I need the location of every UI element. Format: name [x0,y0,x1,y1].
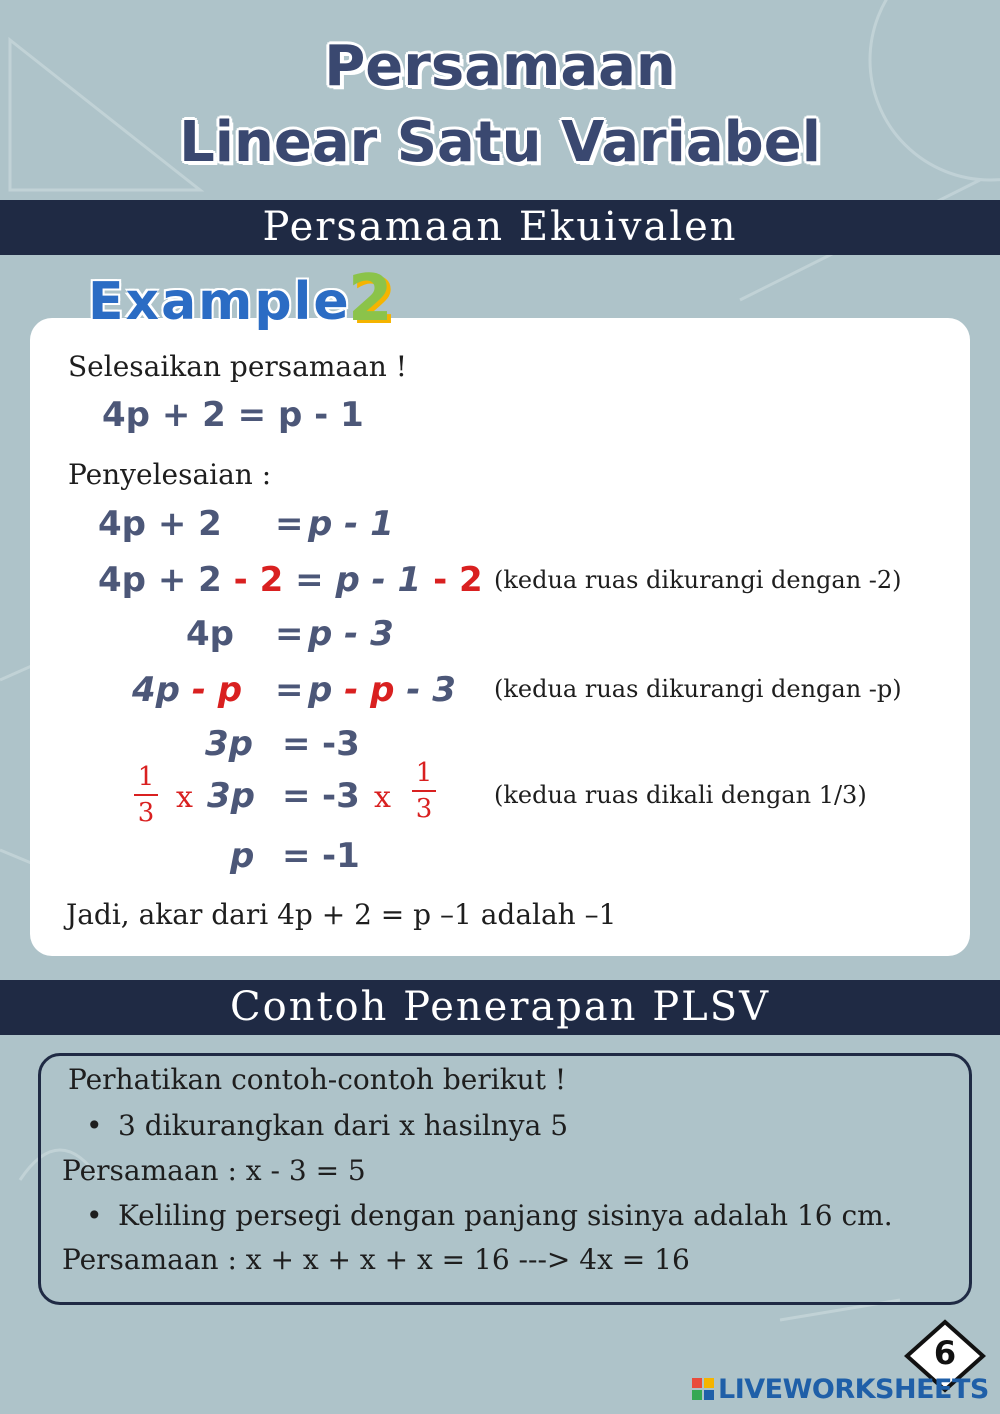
step4-left-subtract: - p [191,670,243,710]
step4-right-subtract: - p [344,670,395,710]
step5-left: 3p [205,724,253,764]
step1-left: 4p + 2 [98,504,222,544]
step6-fraction-left [134,762,158,828]
step2-left: 4p + 2 [98,560,234,600]
step3-right: p - 3 [308,614,394,654]
step3-equals: = [275,614,304,654]
step2-right-subtract: - 2 [433,560,483,600]
conclusion: Jadi, akar dari 4p + 2 = p –1 adalah –1 [66,898,617,931]
step2-left-subtract: - 2 [233,560,284,600]
step4-left-expression [132,670,242,710]
section-heading-penerapan: Contoh Penerapan PLSV [0,980,1000,1035]
bullet-2: • [86,1199,103,1232]
example-number: 2 [348,262,393,336]
step4-note: (kedua ruas dikurangi dengan -p) [494,675,902,703]
example-item-1: 3 dikurangkan dari x hasilnya 5 [118,1109,569,1142]
step6-note: (kedua ruas dikali dengan 1/3) [494,781,867,809]
page-title-line1: Persamaan [324,34,676,99]
example-equation-1: Persamaan : x - 3 = 5 [62,1154,366,1187]
step6-right: -3 [322,776,360,816]
example-equation-2: Persamaan : x + x + x + x = 16 ---> 4x = 16 [62,1243,690,1276]
fraction-numerator: 1 [415,758,433,788]
step7-left: p [230,836,255,876]
examples-intro: Perhatikan contoh-contoh berikut ! [68,1063,567,1096]
example-item-2: Keliling persegi dengan panjang sisinya adalah 16 cm. [118,1199,893,1232]
step5-right: -3 [322,724,360,764]
step2-note: (kedua ruas dikurangi dengan -2) [494,566,902,594]
problem-equation: 4p + 2 = p - 1 [102,395,364,435]
page-title-line2: Linear Satu Variabel [179,110,821,175]
step6-times-right: x [374,780,391,815]
bullet-1: • [86,1109,103,1142]
step6-equals: = [282,776,311,816]
step6-left: 3p [207,776,255,816]
section-heading-ekuivalen: Persamaan Ekuivalen [0,200,1000,255]
step2-equals: = [283,560,336,600]
step1-equals: = [275,504,304,544]
step4-right-expression [308,670,456,710]
liveworksheets-icon [692,1378,714,1400]
fraction-numerator: 1 [137,762,155,792]
brand-name: LIVEWORKSHEETS [718,1374,989,1405]
step4-right-tail: - 3 [394,670,456,710]
fraction-denominator: 3 [415,794,433,824]
step2-right: p - 1 [335,560,434,600]
step6-times-left: x [176,780,193,815]
problem-prompt: Selesaikan persamaan ! [68,350,407,383]
page-number: 6 [933,1334,957,1372]
step5-equals: = [282,724,311,764]
step3-left: 4p [186,614,234,654]
step7-right: -1 [322,836,360,876]
step1-right: p - 1 [308,504,394,544]
fraction-denominator: 3 [137,798,155,828]
step6-fraction-right [412,758,436,824]
step7-equals: = [282,836,311,876]
step4-equals: = [275,670,304,710]
example-label: Example [88,272,351,332]
step4-left: 4p [132,670,192,710]
step2-expression [98,560,483,600]
solution-label: Penyelesaian : [68,458,272,491]
step4-right: p [308,670,345,710]
liveworksheets-logo [692,1374,989,1405]
